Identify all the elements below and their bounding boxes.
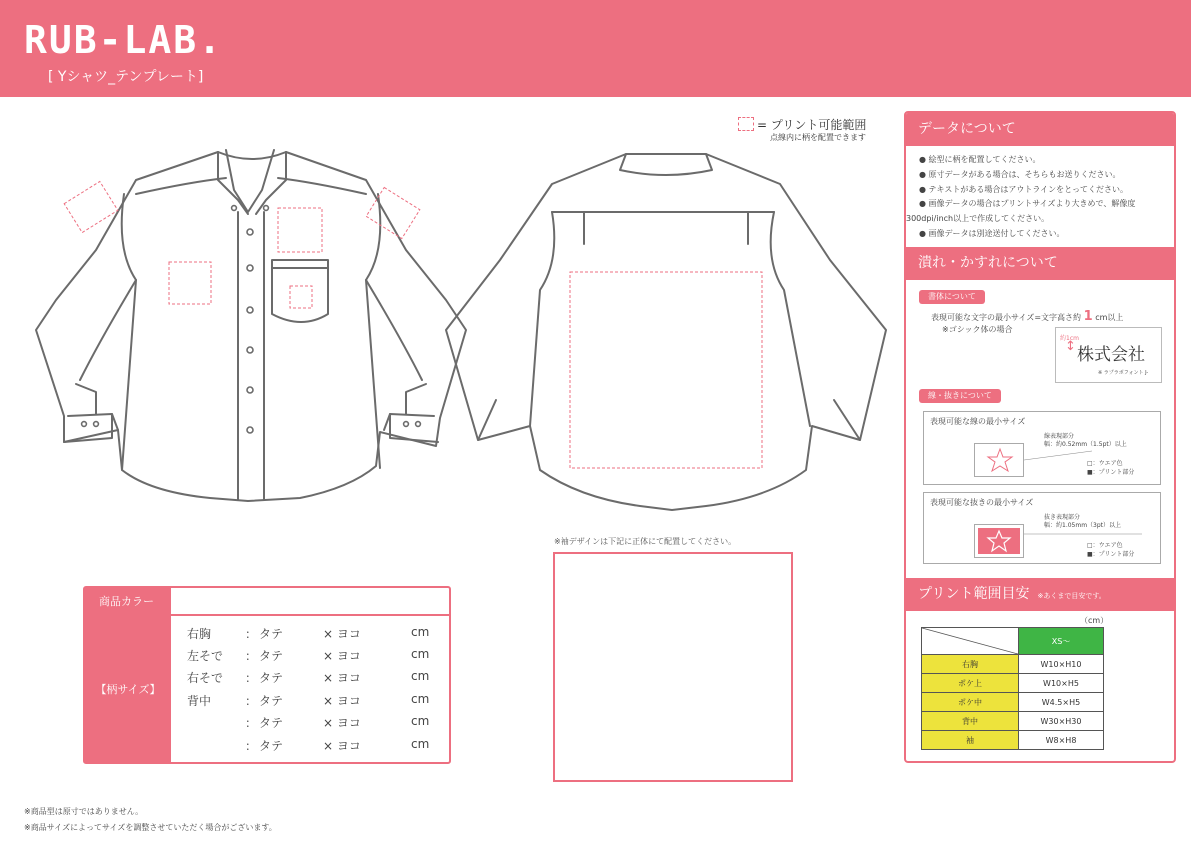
pattern-size-label: 【柄サイズ】 bbox=[85, 616, 171, 762]
size-row-part: 左そで bbox=[187, 649, 224, 663]
size-row-part: 右胸 bbox=[187, 627, 212, 641]
sleeve-design-area[interactable] bbox=[553, 552, 793, 782]
legend-label: = プリント可能範囲 bbox=[757, 118, 867, 132]
line-desc-1: 線表現部分 bbox=[1044, 433, 1075, 440]
line-min-box bbox=[923, 411, 1161, 485]
print-part-legend: ■：プリント部分 bbox=[1087, 551, 1135, 558]
sample-height-label: 約1cm bbox=[1060, 335, 1079, 342]
table-row bbox=[922, 693, 1104, 712]
sample-font-name: ※ ラプラボフォント J- bbox=[1098, 370, 1149, 376]
size-row[interactable] bbox=[171, 714, 449, 736]
size-row-unit: cm bbox=[411, 669, 430, 683]
template-subtitle: [ Yシャツ_テンプレート] bbox=[48, 69, 204, 85]
data-section-title: データについて bbox=[906, 113, 1174, 146]
size-row-colon: ： bbox=[245, 694, 258, 708]
star-knockout-icon bbox=[978, 528, 1020, 554]
knock-desc-2: 幅：約1.05mm（3pt）以上 bbox=[1044, 522, 1122, 529]
bullet-item: 300dpi/inch以上で作成してください。 bbox=[906, 214, 1050, 224]
size-row-unit: cm bbox=[411, 692, 430, 706]
range-part: 袖 bbox=[922, 731, 1019, 750]
print-area-chest bbox=[169, 262, 211, 304]
size-row-colon: ： bbox=[245, 671, 258, 685]
knock-min-box bbox=[923, 492, 1161, 564]
bullet-item: ● 画像データは別途送付してください。 bbox=[919, 228, 1065, 238]
size-row-colon: ： bbox=[245, 649, 258, 663]
print-area-pocket-mid bbox=[290, 286, 312, 308]
sample-text: 株式会社 bbox=[1077, 345, 1145, 365]
line-star-box bbox=[974, 443, 1024, 477]
range-part: 右胸 bbox=[922, 655, 1019, 674]
size-row[interactable] bbox=[171, 669, 449, 691]
product-color-label: 商品カラー bbox=[85, 588, 171, 616]
table-row bbox=[922, 674, 1104, 693]
range-size: W10×H5 bbox=[1019, 674, 1104, 693]
size-row-unit: cm bbox=[411, 647, 430, 661]
print-area-pocket-top bbox=[278, 208, 322, 252]
size-header: XS〜 bbox=[1019, 628, 1104, 655]
range-title: プリント範囲目安 bbox=[918, 586, 1030, 602]
size-row[interactable] bbox=[171, 692, 449, 714]
font-min-number: 1 bbox=[1083, 309, 1093, 324]
leader-line bbox=[1024, 450, 1094, 462]
range-part: 背中 bbox=[922, 712, 1019, 731]
table-row bbox=[922, 655, 1104, 674]
size-row-yoko: × ヨコ bbox=[323, 671, 361, 685]
size-row-tate: タテ bbox=[259, 627, 284, 641]
print-area-back bbox=[570, 272, 762, 468]
leader-line bbox=[1024, 531, 1144, 537]
font-min-unit: cm以上 bbox=[1095, 313, 1124, 322]
size-row-part: 右そで bbox=[187, 671, 224, 685]
size-row[interactable] bbox=[171, 737, 449, 759]
diagonal-header-cell bbox=[922, 628, 1019, 655]
order-form bbox=[83, 586, 451, 764]
font-pill: 書体について bbox=[919, 290, 985, 304]
font-note: ※ゴシック体の場合 bbox=[942, 325, 1013, 334]
product-color-row[interactable] bbox=[85, 588, 449, 616]
blur-section-title: 潰れ・かすれについて bbox=[906, 247, 1174, 280]
range-section-title bbox=[906, 578, 1174, 611]
size-row-unit: cm bbox=[411, 737, 430, 751]
line-desc-2: 幅：約0.52mm（1.5pt）以上 bbox=[1044, 441, 1127, 448]
size-row-tate: タテ bbox=[259, 671, 284, 685]
ware-color-legend: □：ウエア色 bbox=[1087, 460, 1123, 467]
knock-star-box bbox=[974, 524, 1024, 558]
line-pill: 線・抜きについて bbox=[919, 389, 1001, 403]
bullet-item: ● 原寸データがある場合は、そちらもお送りください。 bbox=[919, 169, 1121, 179]
size-row-unit: cm bbox=[411, 714, 430, 728]
size-row-colon: ： bbox=[245, 739, 258, 753]
ware-color-legend: □：ウエア色 bbox=[1087, 542, 1123, 549]
size-row[interactable] bbox=[171, 625, 449, 647]
size-row-colon: ： bbox=[245, 716, 258, 730]
footnote: ※商品型は原寸ではありません。 bbox=[24, 807, 144, 816]
bullet-item: ● 画像データの場合はプリントサイズより大きめで、解像度 bbox=[919, 199, 1136, 209]
range-size: W4.5×H5 bbox=[1019, 693, 1104, 712]
size-row-tate: タテ bbox=[259, 716, 284, 730]
line-min-title: 表現可能な線の最小サイズ bbox=[930, 417, 1026, 426]
bullet-item: ● 絵型に柄を配置してください。 bbox=[919, 155, 1041, 164]
font-sample-box bbox=[1055, 327, 1162, 383]
size-row-tate: タテ bbox=[259, 739, 284, 753]
footnote: ※商品サイズによってサイズを調整させていただく場合がございます。 bbox=[24, 823, 277, 832]
font-min-size bbox=[931, 309, 1123, 324]
bullet-item: ● テキストがある場合はアウトラインをとってください。 bbox=[919, 184, 1128, 194]
print-areas bbox=[64, 181, 762, 468]
table-row bbox=[922, 712, 1104, 731]
size-row-part: 背中 bbox=[187, 694, 212, 708]
range-part: ポケ上 bbox=[922, 674, 1019, 693]
range-size: W10×H10 bbox=[1019, 655, 1104, 674]
table-row bbox=[922, 731, 1104, 750]
size-row-tate: タテ bbox=[259, 694, 284, 708]
size-row-tate: タテ bbox=[259, 649, 284, 663]
size-row-yoko: × ヨコ bbox=[323, 627, 361, 641]
shirt-back bbox=[446, 154, 886, 510]
size-row-yoko: × ヨコ bbox=[323, 649, 361, 663]
table-header-row bbox=[922, 628, 1104, 655]
unit-label: （cm） bbox=[1080, 616, 1109, 625]
legend-note: 点線内に柄を配置できます bbox=[770, 133, 866, 142]
print-range-table bbox=[921, 627, 1104, 750]
range-part: ポケ中 bbox=[922, 693, 1019, 712]
size-row-yoko: × ヨコ bbox=[323, 739, 361, 753]
diagonal-line bbox=[922, 628, 1018, 654]
shirt-front bbox=[36, 150, 466, 501]
brand-logo: RUB-LAB. bbox=[24, 18, 224, 62]
info-panel bbox=[904, 111, 1176, 763]
range-size: W8×H8 bbox=[1019, 731, 1104, 750]
knock-min-title: 表現可能な抜きの最小サイズ bbox=[930, 498, 1034, 507]
shirt-illustrations bbox=[0, 0, 900, 540]
range-size: W30×H30 bbox=[1019, 712, 1104, 731]
data-bullets bbox=[906, 153, 1136, 242]
range-note: ※あくまで目安です。 bbox=[1037, 592, 1106, 600]
sleeve-design-note: ※袖デザインは下記に正体にて配置してください。 bbox=[554, 537, 737, 546]
size-row[interactable] bbox=[171, 647, 449, 669]
star-outline-icon bbox=[975, 444, 1025, 478]
knock-desc-1: 抜き表現部分 bbox=[1044, 514, 1081, 521]
font-min-text: 表現可能な文字の最小サイズ=文字高さ約 bbox=[931, 313, 1082, 322]
size-row-yoko: × ヨコ bbox=[323, 716, 361, 730]
size-row-yoko: × ヨコ bbox=[323, 694, 361, 708]
size-row-unit: cm bbox=[411, 625, 430, 639]
print-part-legend: ■：プリント部分 bbox=[1087, 469, 1135, 476]
arrow-updown-icon: ↕ bbox=[1065, 339, 1076, 354]
size-row-colon: ： bbox=[245, 627, 258, 641]
